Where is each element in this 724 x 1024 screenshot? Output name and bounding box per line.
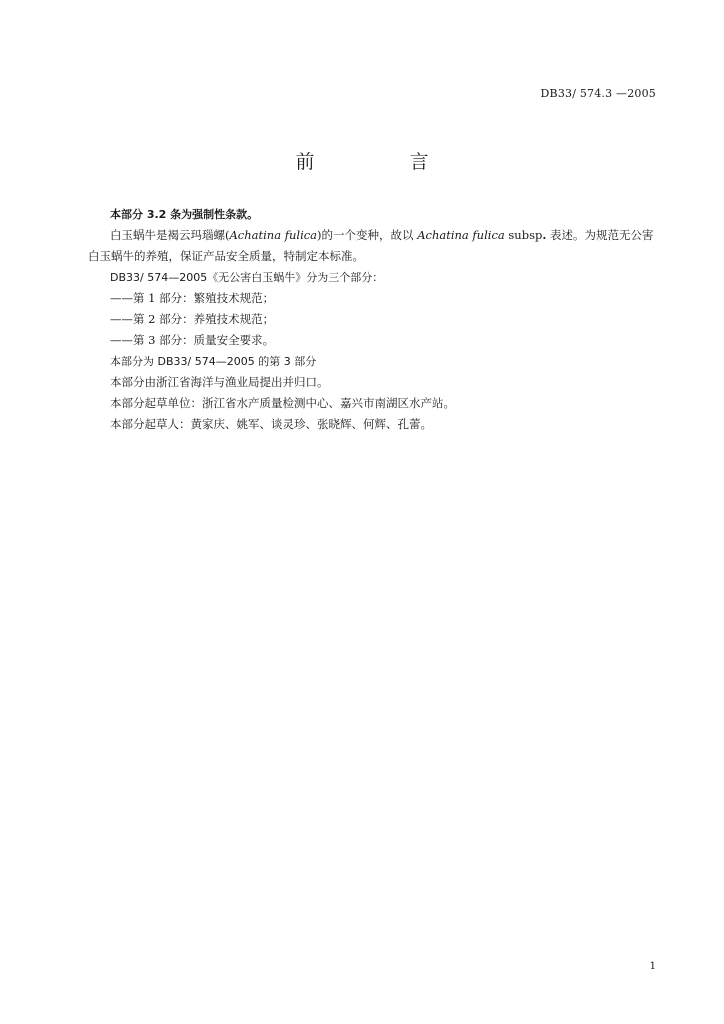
foreword-body	[88, 204, 660, 435]
drafting-units-statement: 本部分起草单位：浙江省水产质量检测中心、嘉兴市南湖区水产站。	[110, 396, 455, 410]
drafters-statement: 本部分起草人：黄家庆、姚军、谈灵珍、张晓辉、何辉、孔蕾。	[110, 417, 432, 431]
mandatory-clause-note: 本部分 3.2 条为强制性条款。	[110, 208, 259, 221]
part-1-item: ——第 1 部分：繁殖技术规范；	[110, 291, 275, 305]
scope-paragraph	[88, 225, 660, 267]
scope-text-b: )的一个变种，故以	[317, 228, 418, 242]
page-number: 1	[649, 961, 656, 972]
proposed-by-statement: 本部分由浙江省海洋与渔业局提出并归口。	[110, 375, 329, 389]
species-name-2: Achatina fulica	[417, 228, 505, 242]
series-intro: DB33/ 574—2005《无公害白玉蜗牛》分为三个部分：	[110, 271, 384, 284]
standard-code: DB33/ 574.3 —2005	[540, 87, 656, 100]
part-3-item: ——第 3 部分：质量安全要求。	[110, 333, 275, 347]
scope-text-a: 白玉蜗牛是褐云玛瑙螺(	[110, 228, 230, 242]
foreword-title: 前 言	[295, 151, 467, 173]
scope-text-c: 表述。为规范无公害白玉蜗牛的养殖，保证产品安全质量，特制定本标准。	[88, 228, 654, 263]
subsp-dot: .	[542, 228, 547, 242]
species-name: Achatina fulica	[229, 228, 318, 242]
this-part-statement: 本部分为 DB33/ 574—2005 的第 3 部分	[110, 355, 317, 368]
subsp-label: subsp	[504, 228, 543, 242]
part-2-item: ——第 2 部分：养殖技术规范；	[110, 312, 275, 326]
